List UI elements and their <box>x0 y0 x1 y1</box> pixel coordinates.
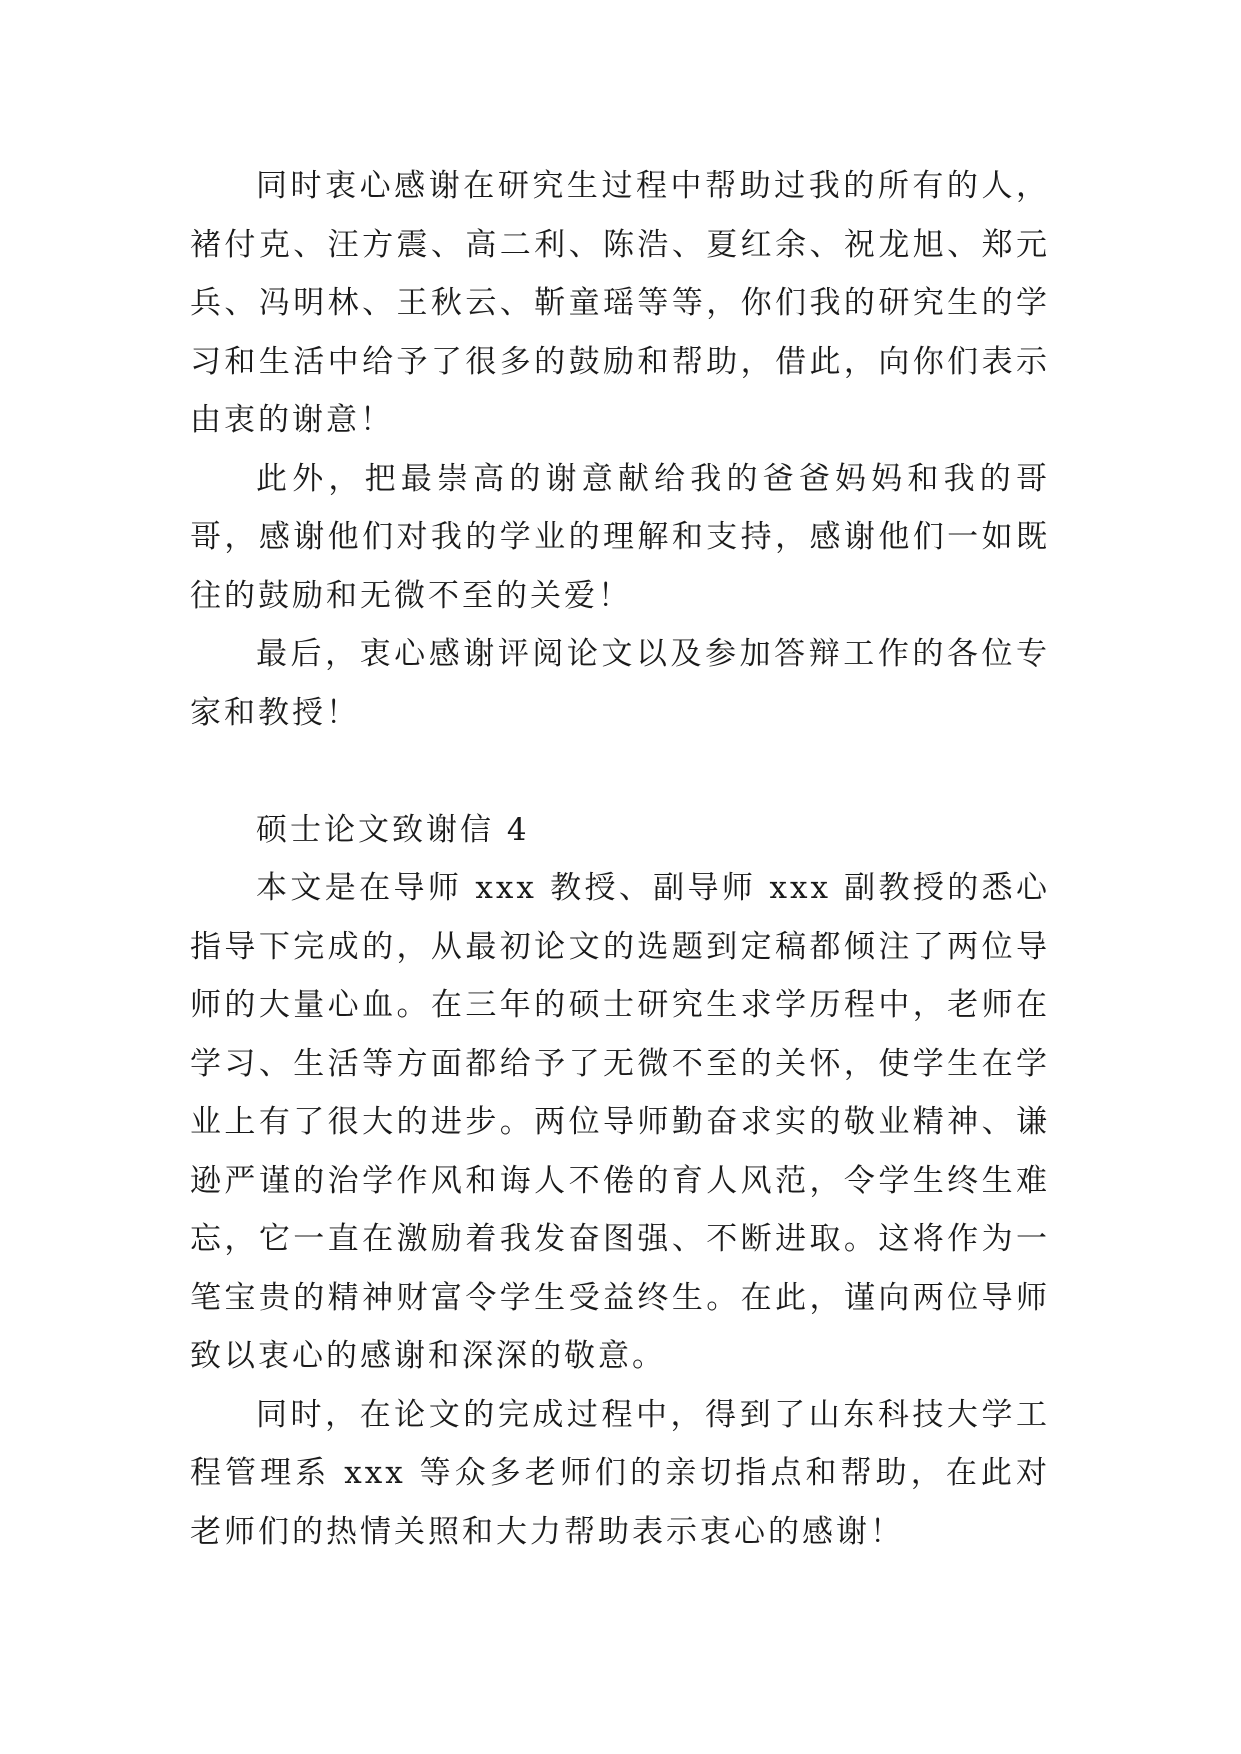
document-body <box>190 157 1050 1561</box>
section-title: 硕士论文致谢信 4 <box>256 811 530 848</box>
paragraph-thanks-supervisors: 本文是在导师 xxx 教授、副导师 xxx 副教授的悉心指导下完成的，从最初论文的选题到定稿都倾注了两位导师的大量心血。在三年的硕士研究生求学历程中，老师在学习、生活等方面都给予了无微不至的关怀，使学生在学业上有了很大的进步。两位导师勤奋求实的敬业精神、谦逊严谨的治学作风和诲人不倦的育人风范，令学生终生难忘，它一直在激励着我发奋图强、不断进取。这将作为一笔宝贵的精神财富令学生受益终生。在此，谨向两位导师致以衷心的感谢和深深的敬意。 <box>190 870 1050 1374</box>
paragraph-thanks-teachers: 同时，在论文的完成过程中，得到了山东科技大学工程管理系 xxx 等众多老师们的亲切指点和帮助，在此对老师们的热情关照和大力帮助表示衷心的感谢！ <box>190 1396 1050 1550</box>
paragraph-thanks-classmates: 同时衷心感谢在研究生过程中帮助过我的所有的人，褚付克、汪方震、高二利、陈浩、夏红余、祝龙旭、郑元兵、冯明林、王秋云、靳童瑶等等，你们我的研究生的学习和生活中给予了很多的鼓励和帮助，借此，向你们表示由衷的谢意！ <box>190 168 1050 438</box>
paragraph-thanks-reviewers: 最后，衷心感谢评阅论文以及参加答辩工作的各位专家和教授！ <box>190 636 1050 731</box>
paragraph-thanks-family: 此外，把最崇高的谢意献给我的爸爸妈妈和我的哥哥，感谢他们对我的学业的理解和支持，感谢他们一如既往的鼓励和无微不至的关爱！ <box>190 460 1050 614</box>
